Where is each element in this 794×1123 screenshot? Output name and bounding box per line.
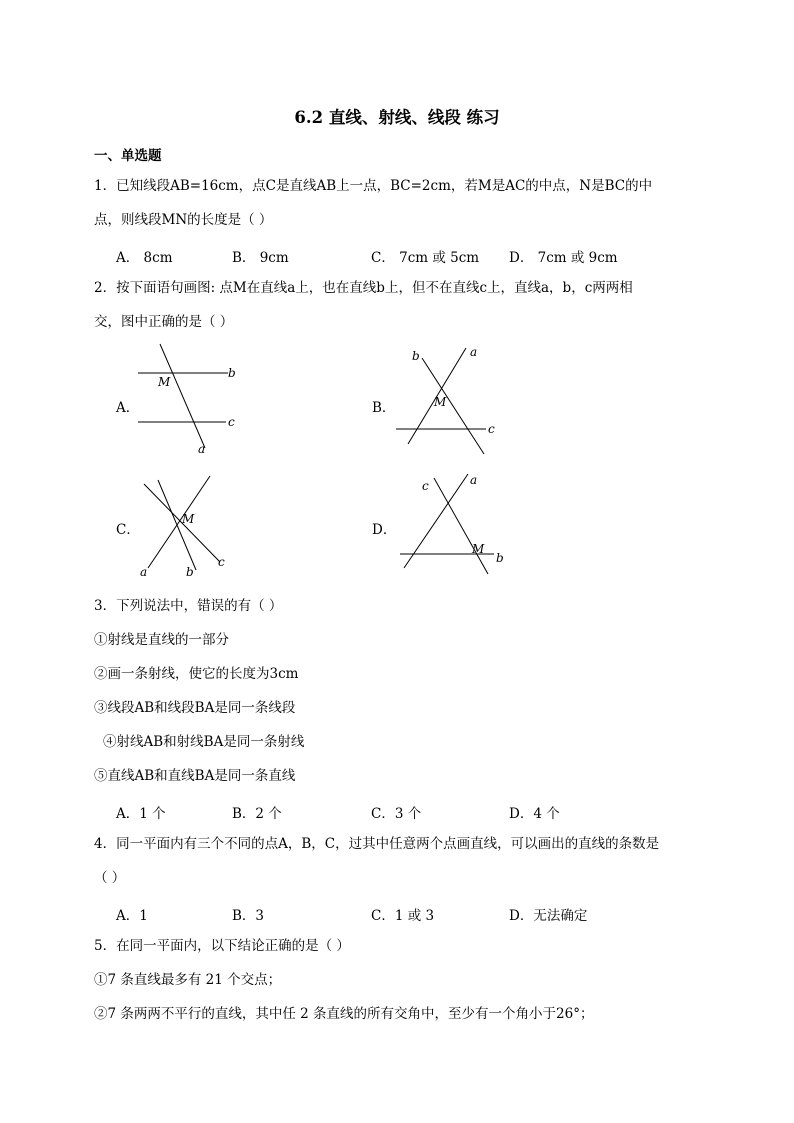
option-b[interactable]: B． 9cm xyxy=(232,250,289,266)
figure-a-label-b: b xyxy=(228,366,236,380)
section-heading: 一、单选题 xyxy=(94,148,162,164)
question-1-text-cont: 点，则线段MN的长度是（ ） xyxy=(94,212,273,228)
statement-3: ③线段AB和线段BA是同一条线段 xyxy=(94,700,296,716)
figure-a-point-m: M xyxy=(158,375,171,389)
figure-d-line-c xyxy=(434,478,488,574)
option-d[interactable]: D．无法确定 xyxy=(509,908,588,924)
figure-d-label[interactable]: D． xyxy=(372,522,397,538)
statement-1: ①射线是直线的一部分 xyxy=(94,632,229,648)
question-2-text-cont: 交，图中正确的是（ ） xyxy=(94,314,234,330)
figure-d-label-b: b xyxy=(496,551,504,565)
figure-a-label[interactable]: A． xyxy=(116,400,140,416)
option-d[interactable]: D． 7cm 或 9cm xyxy=(509,250,618,266)
figure-b-label[interactable]: B． xyxy=(372,400,396,416)
figure-a-label-c: c xyxy=(228,415,235,429)
figure-c-line-a xyxy=(148,476,210,568)
question-4-text-cont: （ ） xyxy=(94,870,126,886)
figure-b-label-b: b xyxy=(412,349,420,363)
option-a[interactable]: A．1 个 xyxy=(116,806,166,822)
q5-statement-1: ①7 条直线最多有 21 个交点； xyxy=(94,972,282,988)
figure-a xyxy=(130,340,250,460)
question-3-options xyxy=(116,802,676,822)
figure-a-line-a xyxy=(160,344,205,448)
question-2-text: 2．按下面语句画图: 点M在直线a上，也在直线b上，但不在直线c上，直线a，b，c两两相 xyxy=(94,280,633,296)
question-5-text: 5．在同一平面内，以下结论正确的是（ ） xyxy=(94,938,350,954)
figure-d xyxy=(390,470,510,582)
statement-5: ⑤直线AB和直线BA是同一条直线 xyxy=(94,768,296,784)
figure-a-label-a: a xyxy=(198,442,206,456)
option-c[interactable]: C．1 或 3 xyxy=(371,908,435,924)
figure-c-label-c: c xyxy=(218,555,225,569)
question-4-text: 4．同一平面内有三个不同的点A，B，C，过其中任意两个点画直线，可以画出的直线的条数是 xyxy=(94,836,660,852)
q5-statement-2: ②7 条两两不平行的直线，其中任 2 条直线的所有交角中，至少有一个角小于26°； xyxy=(94,1006,594,1022)
figure-b-label-a: a xyxy=(470,345,478,359)
figure-d-label-a: a xyxy=(470,473,478,487)
figure-c-label-b: b xyxy=(186,565,194,579)
question-1-options xyxy=(116,246,676,266)
figure-b xyxy=(390,340,510,460)
statement-4: ④射线AB和射线BA是同一条射线 xyxy=(103,734,305,750)
figure-b-point-m: M xyxy=(434,395,447,409)
question-3-text: 3．下列说法中，错误的有（ ） xyxy=(94,598,283,614)
page-title: 6.2 直线、射线、线段 练习 xyxy=(294,108,500,127)
option-d[interactable]: D．4 个 xyxy=(509,806,560,822)
figure-d-point-m: M xyxy=(472,542,485,556)
figure-c-label-a: a xyxy=(140,565,148,579)
question-4-options xyxy=(116,904,676,924)
figure-c-point-m: M xyxy=(182,512,195,526)
question-1-text: 1．已知线段AB=16cm，点C是直线AB上一点，BC=2cm，若M是AC的中点，N是BC的中 xyxy=(94,178,653,194)
figure-d-label-c: c xyxy=(422,479,429,493)
statement-2: ②画一条射线，使它的长度为3cm xyxy=(94,666,299,682)
option-b[interactable]: B．2 个 xyxy=(232,806,282,822)
option-c[interactable]: C． 7cm 或 5cm xyxy=(371,250,480,266)
figure-c-label[interactable]: C． xyxy=(116,522,140,538)
option-b[interactable]: B．3 xyxy=(232,908,265,924)
option-a[interactable]: A． 8cm xyxy=(116,250,173,266)
option-a[interactable]: A．1 xyxy=(116,908,148,924)
option-c[interactable]: C．3 个 xyxy=(371,806,422,822)
figure-b-label-c: c xyxy=(488,422,495,436)
figure-c xyxy=(130,470,250,582)
